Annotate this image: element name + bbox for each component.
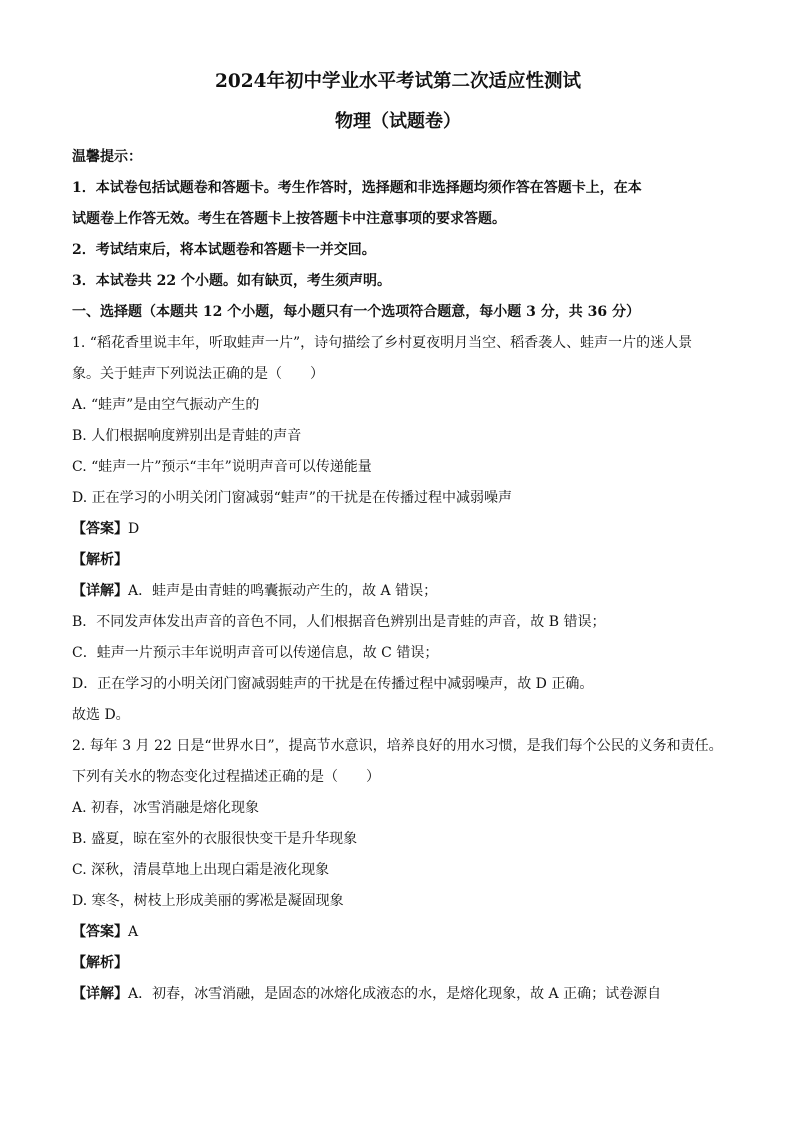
option-b: B. 盛夏，晾在室外的衣服很快变干是升华现象 [72, 831, 358, 847]
section-heading: 一、选择题（本题共 12 个小题，每小题只有一个选项符合题意，每小题 3 分，共 36 分） [72, 304, 640, 320]
notice-item: 2．考试结束后，将本试题卷和答题卡一并交回。 [72, 242, 376, 258]
detail-line [72, 979, 724, 1010]
detail-line: D．正在学习的小明关闭门窗减弱蛙声的干扰是在传播过程中减弱噪声，故 D 正确。 [72, 676, 594, 692]
detail-line: 故选 D。 [72, 707, 130, 723]
question-stem: 2. 每年 3 月 22 日是“世界水日”，提高节水意识，培养良好的用水习惯，是我们每个公民的义务和责任。 [72, 738, 723, 754]
question-2 [72, 731, 724, 1010]
answer-line [72, 917, 724, 948]
analysis-tag: 【解析】 [72, 955, 128, 971]
notice-heading: 温馨提示： [72, 149, 142, 165]
notice-block [72, 142, 724, 297]
detail-line [72, 576, 724, 607]
detail-text: A．蛙声是由青蛙的鸣囊振动产生的，故 A 错误； [128, 583, 438, 599]
page-subtitle: 物理（试题卷） [335, 111, 461, 132]
answer-tag: 【答案】 [72, 924, 128, 940]
option-c: C. “蛙声一片”预示“丰年”说明声音可以传递能量 [72, 459, 372, 475]
analysis-tag: 【解析】 [72, 552, 128, 568]
option-d: D. 寒冬，树枝上形成美丽的雾凇是凝固现象 [72, 893, 344, 909]
option-a: A. 初春，冰雪消融是熔化现象 [72, 800, 260, 816]
answer-value: A [128, 924, 139, 940]
page-title: 2024年初中学业水平考试第二次适应性测试 [215, 71, 581, 92]
answer-value: D [128, 521, 140, 537]
exam-page [72, 66, 724, 1010]
answer-line [72, 514, 724, 545]
option-b: B. 人们根据响度辨别出是青蛙的声音 [72, 428, 302, 444]
option-d: D. 正在学习的小明关闭门窗减弱“蛙声”的干扰是在传播过程中减弱噪声 [72, 490, 512, 506]
detail-line: B．不同发声体发出声音的音色不同，人们根据音色辨别出是青蛙的声音，故 B 错误； [72, 614, 606, 630]
notice-item: 试题卷上作答无效。考生在答题卡上按答题卡中注意事项的要求答题。 [72, 211, 506, 227]
notice-item: 3．本试卷共 22 个小题。如有缺页，考生须声明。 [72, 273, 391, 289]
detail-tag: 【详解】 [72, 986, 128, 1002]
question-stem: 象。关于蛙声下列说法正确的是（ ） [72, 366, 324, 382]
question-1 [72, 328, 724, 731]
detail-tag: 【详解】 [72, 583, 128, 599]
detail-line: C．蛙声一片预示丰年说明声音可以传递信息，故 C 错误； [72, 645, 439, 661]
option-c: C. 深秋，清晨草地上出现白霜是液化现象 [72, 862, 330, 878]
answer-tag: 【答案】 [72, 521, 128, 537]
question-stem: 下列有关水的物态变化过程描述正确的是（ ） [72, 769, 380, 785]
option-a: A. “蛙声”是由空气振动产生的 [72, 397, 260, 413]
detail-text: A．初春，冰雪消融，是固态的冰熔化成液态的水，是熔化现象，故 A 正确；试卷源自 [128, 986, 662, 1002]
notice-item: 1．本试卷包括试题卷和答题卡。考生作答时，选择题和非选择题均须作答在答题卡上，在本 [72, 180, 642, 196]
question-stem: 1. “稻花香里说丰年，听取蛙声一片”，诗句描绘了乡村夏夜明月当空、稻香袭人、蛙声一片的迷人景 [72, 335, 693, 351]
